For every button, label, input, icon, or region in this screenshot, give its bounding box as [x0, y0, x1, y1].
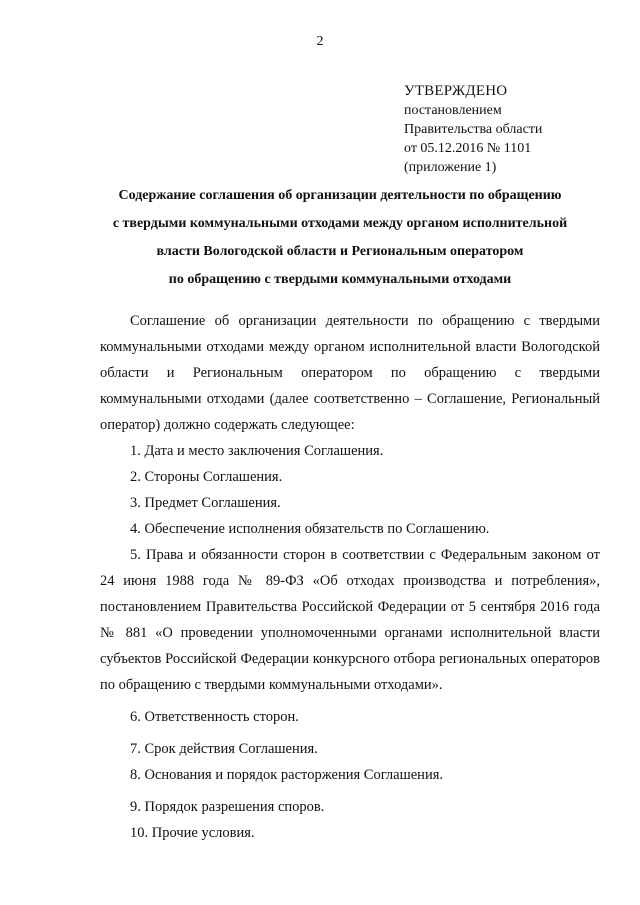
title-line: с твердыми коммунальными отходами между органом исполнительной: [112, 216, 568, 231]
list-item: 6. Ответственность сторон.: [130, 709, 299, 725]
approval-line: (приложение 1): [404, 160, 497, 175]
list-item: 3. Предмет Соглашения.: [130, 495, 281, 511]
approval-line: Правительства области: [404, 122, 543, 137]
list-item: 9. Порядок разрешения споров.: [130, 799, 325, 815]
title-line: власти Вологодской области и Региональным оператором: [156, 244, 524, 259]
approval-title: УТВЕРЖДЕНО: [404, 83, 508, 99]
list-item: 10. Прочие условия.: [130, 825, 255, 841]
list-item: 7. Срок действия Соглашения.: [130, 741, 318, 757]
list-item: 2. Стороны Соглашения.: [130, 469, 283, 485]
document-title: [60, 182, 620, 294]
intro-paragraph: Соглашение об организации деятельности по обращению с твердыми коммунальными отходами между органом исполнительной власти Вологодской области и Региональным оператором по обращению с твердыми коммунальными отходами (далее соответственно – Соглашение, Региональный оператор) должно содержать следующее:: [100, 313, 600, 433]
approval-block: [404, 82, 542, 177]
list-item: 4. Обеспечение исполнения обязательств по Соглашению.: [130, 521, 490, 537]
list-item: 1. Дата и место заключения Соглашения.: [130, 443, 384, 459]
approval-line: постановлением: [404, 103, 502, 118]
title-line: по обращению с твердыми коммунальными отходами: [168, 272, 512, 287]
list-item: 5. Права и обязанности сторон в соответствии с Федеральным законом от 24 июня 1988 года № 89-ФЗ «Об отходах производства и потребления», постановлением Правительства Российской Федерации от 5 сентября 2016 года № 881 «О проведении уполномоченными органами исполнительной власти субъектов Российской Федерации конкурсного отбора региональных операторов по обращению с твердыми коммунальными отходами».: [100, 547, 600, 693]
title-line: Содержание соглашения об организации деятельности по обращению: [118, 188, 562, 203]
approval-line: от 05.12.2016 № 1101: [404, 141, 532, 156]
list-item: 8. Основания и порядок расторжения Соглашения.: [130, 767, 443, 783]
page-number: 2: [316, 34, 324, 49]
document-body: [100, 308, 600, 846]
